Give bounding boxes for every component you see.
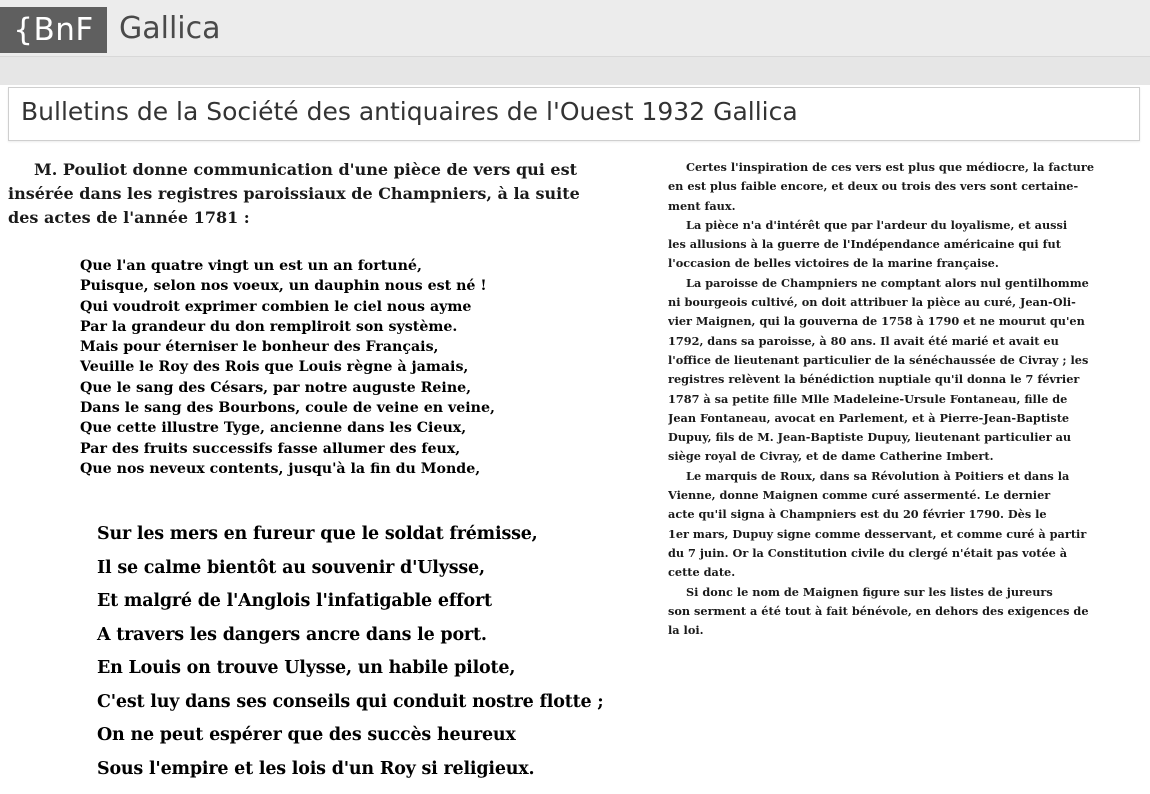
text-line: ment faux.: [668, 198, 736, 213]
text-line: en est plus faible encore, et deux ou trois des vers sont certaine-: [668, 179, 1079, 194]
text-line: Jean Fontaneau, avocat en Parlement, et à Pierre-Jean-Baptiste: [668, 410, 1070, 425]
text-line: Vienne, donne Maignen comme curé assermenté. Le dernier: [668, 488, 1051, 503]
verse-line: C'est luy dans ses conseils qui conduit nostre flotte ;: [97, 691, 604, 712]
text-line: Certes l'inspiration de ces vers est plus que médiocre, la facture: [686, 160, 1095, 174]
intro-paragraph: [8, 158, 648, 230]
verse-line: Dans le sang des Bourbons, coule de veine en veine,: [80, 400, 495, 417]
intro-line: M. Pouliot donne communication d'une pièce de vers qui est: [34, 160, 577, 179]
text-line: La pièce n'a d'intérêt que par l'ardeur du loyalisme, et aussi: [686, 217, 1068, 232]
text-line: La paroisse de Champniers ne comptant alors nul gentilhomme: [686, 275, 1089, 290]
text-line: du 7 juin. Or la Constitution civile du clergé n'était pas votée à: [668, 545, 1068, 560]
verse-line: Que l'an quatre vingt un est un an fortuné,: [80, 258, 422, 274]
text-line: 1792, dans sa paroisse, à 80 ans. Il avait été marié et avait eu: [668, 333, 1059, 348]
text-line: acte qu'il signa à Champniers est du 20 février 1790. Dès le: [668, 507, 1047, 522]
text-line: Dupuy, fils de M. Jean-Baptiste Dupuy, lieutenant particulier au: [668, 430, 1072, 445]
text-line: les allusions à la guerre de l'Indépendance américaine qui fut: [668, 237, 1061, 252]
verse-line: Que nos neveux contents, jusqu'à la fin du Monde,: [80, 460, 481, 477]
text-line: l'occasion de belles victoires de la marine française.: [668, 256, 999, 271]
document-title-bar: [8, 87, 1140, 141]
verse-line: Sur les mers en fureur que le soldat frémisse,: [97, 524, 538, 544]
right-column: [668, 158, 1150, 640]
text-line: cette date.: [668, 565, 736, 580]
verse-line: Que le sang des Césars, par notre auguste Reine,: [80, 379, 472, 396]
intro-line: insérée dans les registres paroissiaux de Champniers, à la suite: [8, 184, 580, 203]
text-line: l'office de lieutenant particulier de la sénéchaussée de Civray ; les: [668, 352, 1089, 367]
verse-line: Qui voudroit exprimer combien le ciel nous ayme: [80, 298, 472, 315]
verse-line: Puisque, selon nos voeux, un dauphin nous est né !: [80, 278, 487, 295]
text-line: Le marquis de Roux, dans sa Révolution à Poitiers et dans la: [686, 468, 1070, 483]
header-subbar: [0, 57, 1150, 85]
verse-line: Sous l'empire et les lois d'un Roy si religieux.: [97, 758, 535, 779]
verse-line: Mais pour éterniser le bonheur des Français,: [80, 339, 439, 356]
verse-line: En Louis on trouve Ulysse, un habile pilote,: [97, 658, 516, 678]
bnf-logo[interactable]: {BnF: [0, 7, 107, 53]
verse-line: A travers les dangers ancre dans le port.: [97, 624, 487, 645]
verse-block-small: [80, 256, 640, 479]
text-line: ni bourgeois cultivé, on doit attribuer la pièce au curé, Jean-Oli-: [668, 295, 1076, 310]
document-title: Bulletins de la Société des antiquaires de l'Ouest 1932 Gallica: [21, 97, 798, 126]
text-line: registres relèvent la bénédiction nuptiale qu'il donna le 7 février: [668, 372, 1080, 387]
left-column: [8, 158, 648, 230]
intro-line: des actes de l'année 1781 :: [8, 208, 250, 227]
verse-line: Par la grandeur du don rempliroit son système.: [80, 318, 458, 335]
document-scan: [0, 148, 1150, 794]
verse-line: Et malgré de l'Anglois l'infatigable effort: [97, 591, 492, 611]
text-line: son serment a été tout à fait bénévole, en dehors des exigences de: [668, 603, 1089, 618]
gallica-logo[interactable]: Gallica: [119, 11, 221, 46]
verse-line: Par des fruits successifs fasse allumer des feux,: [80, 440, 461, 457]
text-line: la loi.: [668, 623, 704, 638]
verse-block-large: [97, 518, 617, 786]
verse-line: Il se calme bientôt au souvenir d'Ulysse,: [97, 557, 485, 578]
verse-line: Veuille le Roy des Rois que Louis règne à jamais,: [80, 359, 469, 376]
site-header: [0, 0, 1150, 57]
verse-line: Que cette illustre Tyge, ancienne dans les Cieux,: [80, 420, 467, 437]
text-line: 1787 à sa petite fille Mlle Madeleine-Ursule Fontaneau, fille de: [668, 391, 1068, 406]
text-line: 1er mars, Dupuy signe comme desservant, et comme curé à partir: [668, 526, 1087, 541]
text-line: Si donc le nom de Maignen figure sur les listes de jureurs: [686, 584, 1053, 599]
text-line: vier Maignen, qui la gouverna de 1758 à 1790 et ne mourut qu'en: [668, 314, 1085, 329]
text-line: siège royal de Civray, et de dame Catherine Imbert.: [668, 449, 994, 464]
verse-line: On ne peut espérer que des succès heureux: [97, 725, 516, 745]
